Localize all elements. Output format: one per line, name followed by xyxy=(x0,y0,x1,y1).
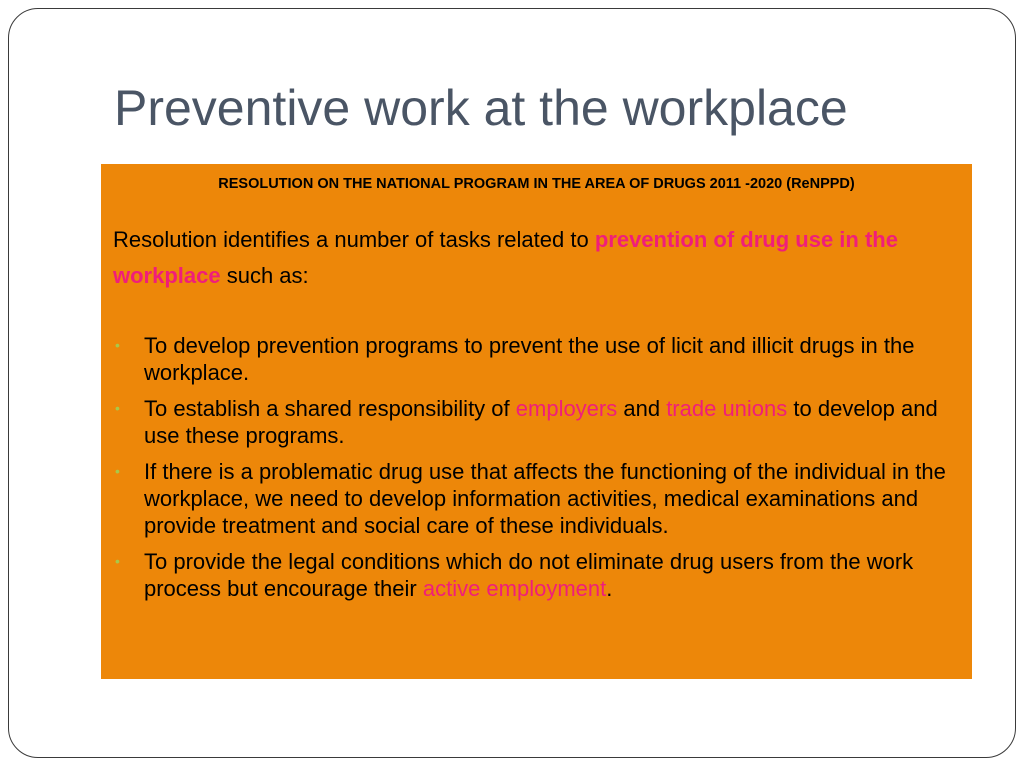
intro-paragraph xyxy=(113,222,933,294)
highlight-employers: employers xyxy=(515,396,618,421)
resolution-box xyxy=(101,164,972,679)
list-item-text: If there is a problematic drug use that affects the functioning of the individual in the workplace, we need to develop information activities, medical examinations and provide treatment and social care of these individuals. xyxy=(144,459,946,538)
list-item-text: To develop prevention programs to prevent the use of licit and illicit drugs in the workplace. xyxy=(144,333,915,385)
list-item-text: to develop and use these programs. xyxy=(144,396,938,448)
bullet-icon: • xyxy=(115,463,120,479)
list-item xyxy=(113,458,960,539)
bullet-icon: • xyxy=(115,400,120,416)
task-list xyxy=(113,332,960,602)
list-item xyxy=(113,548,960,602)
list-item xyxy=(113,395,960,449)
list-item-text: and xyxy=(617,396,667,421)
intro-text: Resolution identifies a number of tasks related to xyxy=(113,227,595,252)
list-item xyxy=(113,332,960,386)
resolution-heading: RESOLUTION ON THE NATIONAL PROGRAM IN THE AREA OF DRUGS 2011 -2020 (ReNPPD) xyxy=(218,176,855,192)
list-item-text: To establish a shared responsibility of xyxy=(144,396,516,421)
bullet-icon: • xyxy=(115,337,120,353)
intro-highlight: prevention of drug use in the workplace xyxy=(113,227,898,288)
highlight-trade-unions: trade unions xyxy=(666,396,788,421)
highlight-active-employment: active employment xyxy=(422,576,607,601)
bullet-icon: • xyxy=(115,553,120,569)
list-item-text: To provide the legal conditions which do not eliminate drug users from the work process but encourage their xyxy=(144,549,914,601)
intro-text-end: such as: xyxy=(220,263,309,288)
list-item-text: . xyxy=(606,576,613,601)
slide-title: Preventive work at the workplace xyxy=(114,80,848,136)
